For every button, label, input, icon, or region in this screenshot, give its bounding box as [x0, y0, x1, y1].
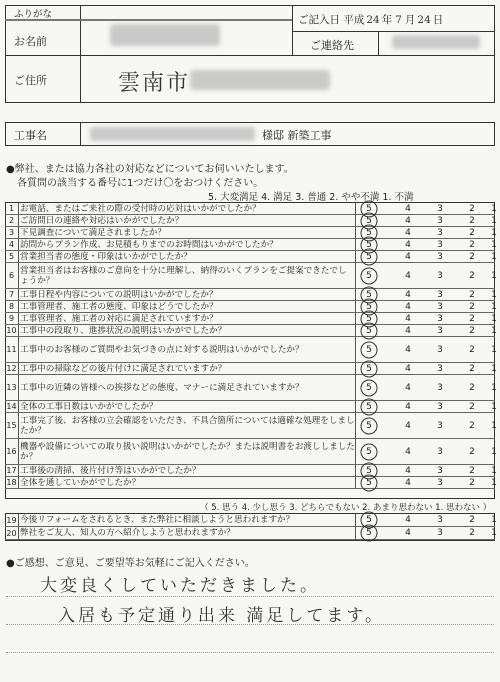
score-option[interactable]: 2	[469, 477, 475, 488]
intro-line1: ●弊社、または協力各社の対応などについてお伺いいたします。	[6, 164, 294, 175]
question-text: 工事日程や内容についての説明はいかがでしたか？	[19, 289, 356, 300]
score-option[interactable]: 5	[366, 465, 372, 476]
score-option[interactable]: 4	[405, 401, 411, 412]
work-label: 工事名	[14, 129, 47, 142]
score-option[interactable]: 5	[366, 227, 372, 238]
scale2-legend: （ 5. 思う 4. 少し思う 3. どちらでもない 2. あまり思わない 1. 思わない ）	[200, 503, 492, 513]
work-redacted	[90, 127, 255, 141]
score-option[interactable]: 3	[437, 528, 443, 538]
score-option[interactable]: 1	[491, 239, 497, 250]
score-option[interactable]: 3	[437, 313, 443, 324]
score-option[interactable]: 3	[437, 325, 443, 336]
question-number: 6	[5, 263, 19, 288]
score-option[interactable]: 5	[366, 251, 372, 262]
question-text: 今後リフォームをされるとき、また弊社に相談しようと思われますか？	[19, 514, 356, 526]
score-option[interactable]: 2	[469, 401, 475, 412]
score-option[interactable]: 1	[491, 401, 497, 412]
question-text: 全体の工事日数はいかがでしたか？	[19, 401, 356, 412]
selected-circle	[361, 379, 378, 396]
question-text: 工事中の掃除などの後片付けに満足されていますか？	[19, 363, 356, 374]
question-number: 13	[5, 375, 19, 400]
score-option[interactable]: 4	[405, 313, 411, 324]
name-label: お名前	[14, 35, 47, 48]
score-option[interactable]: 1	[491, 203, 497, 214]
work-suffix: 様邸 新築工事	[262, 129, 332, 142]
questions-row	[5, 251, 495, 263]
question-number: 5	[5, 251, 19, 262]
question-number: 12	[5, 363, 19, 374]
question-number: 4	[5, 239, 19, 250]
question-number: 14	[5, 401, 19, 412]
question-text: 全体を通していかがでしたか？	[19, 477, 356, 488]
question-number: 1	[5, 203, 19, 214]
score-option[interactable]: 1	[491, 344, 497, 355]
score-option[interactable]: 1	[491, 528, 497, 538]
score-option[interactable]: 2	[469, 239, 475, 250]
question-text: 工事中の段取り、進捗状況の説明はいかがでしたか？	[19, 325, 356, 336]
score-option[interactable]: 2	[469, 270, 475, 281]
score-option[interactable]: 3	[437, 515, 443, 525]
score-option[interactable]: 5	[366, 325, 372, 336]
question-text: 工事中の近隣の皆様への挨拶などの態度、マナーに満足されていますか？	[19, 375, 356, 400]
questions-row	[5, 477, 495, 489]
score-option[interactable]: 3	[437, 344, 443, 355]
question-text: 訪問からプラン作成、お見積もりまでのお時間はいかがでしたか？	[19, 239, 356, 250]
score-option[interactable]: 5	[366, 215, 372, 226]
questions-row	[5, 203, 495, 215]
selected-circle	[361, 267, 378, 284]
score-option[interactable]: 2	[469, 465, 475, 476]
score-option[interactable]: 5	[366, 313, 372, 324]
score-option[interactable]: 5	[366, 420, 372, 431]
score-option[interactable]: 5	[366, 363, 372, 374]
questions-row	[5, 313, 495, 325]
score-option[interactable]: 2	[469, 420, 475, 431]
score-option[interactable]: 4	[405, 344, 411, 355]
contact-label: ご連絡先	[310, 39, 354, 52]
score-option[interactable]: 4	[405, 446, 411, 457]
score-option[interactable]: 3	[437, 446, 443, 457]
intro-line2: 各質問の該当する番号に1つだけ〇をおつけください。	[17, 178, 264, 189]
score-option[interactable]: 1	[491, 446, 497, 457]
comment-line-1: 大変良くしていただきました。	[40, 576, 320, 596]
score-option[interactable]: 1	[491, 227, 497, 238]
score-option[interactable]: 4	[405, 382, 411, 393]
question-text: お電話、またはご来社の際の受付時の応対はいかがでしたか？	[19, 203, 356, 214]
question-number: 2	[5, 215, 19, 226]
score-option[interactable]: 4	[405, 239, 411, 250]
score-option[interactable]: 1	[491, 251, 497, 262]
question-text: 下見調査について満足されましたか？	[19, 227, 356, 238]
question-number: 18	[5, 477, 19, 488]
score-option[interactable]: 1	[491, 313, 497, 324]
questions-row	[5, 375, 495, 401]
selected-circle	[361, 443, 378, 460]
questions-row	[5, 413, 495, 439]
score-option[interactable]: 4	[405, 420, 411, 431]
questions2-row	[5, 527, 495, 540]
score-option[interactable]: 2	[469, 363, 475, 374]
questions-row	[5, 337, 495, 363]
questions-row	[5, 363, 495, 375]
furigana-label: ふりがな	[14, 9, 53, 20]
score-option[interactable]: 3	[437, 382, 443, 393]
score-option[interactable]: 3	[437, 465, 443, 476]
question-text: 営業担当者はお客様のご意向を十分に理解し、納得のいくプランをご提案できたでしょうか？	[19, 263, 356, 288]
address-redacted	[190, 70, 330, 90]
question-number: 20	[5, 527, 19, 539]
questions-row	[5, 263, 495, 289]
question-number: 19	[5, 514, 19, 526]
score-option[interactable]: 3	[437, 401, 443, 412]
score-option[interactable]: 4	[405, 515, 411, 525]
score-option[interactable]: 5	[366, 382, 372, 393]
address-value: 雲南市	[118, 71, 191, 96]
score-option[interactable]: 2	[469, 203, 475, 214]
question-number: 17	[5, 465, 19, 476]
score-option[interactable]: 2	[469, 382, 475, 393]
score-option[interactable]: 2	[469, 301, 475, 312]
score-option[interactable]: 4	[405, 528, 411, 538]
score-option[interactable]: 1	[491, 465, 497, 476]
selected-circle	[361, 341, 378, 358]
question-number: 9	[5, 313, 19, 324]
question-number: 3	[5, 227, 19, 238]
score-option[interactable]: 2	[469, 515, 475, 525]
name-redacted	[110, 24, 220, 46]
score-option[interactable]: 4	[405, 203, 411, 214]
score-option[interactable]: 4	[405, 325, 411, 336]
score-option[interactable]: 1	[491, 382, 497, 393]
score-option[interactable]: 1	[491, 325, 497, 336]
score-option[interactable]: 4	[405, 363, 411, 374]
score-option[interactable]: 1	[491, 477, 497, 488]
question-text: ご訪問日の連絡や対応はいかがでしたか？	[19, 215, 356, 226]
score-option[interactable]: 1	[491, 363, 497, 374]
score-option[interactable]: 2	[469, 227, 475, 238]
question-text: 工事完了後、お客様の立会確認をいただき、不具合箇所については適確な処理をしましたか？	[19, 413, 356, 438]
score-option[interactable]: 1	[491, 301, 497, 312]
selected-circle	[361, 525, 378, 542]
score-option[interactable]: 2	[469, 215, 475, 226]
question-text: 工事中のお客様のご質問やお気づきの点に対する説明はいかがでしたか？	[19, 337, 356, 362]
score-option[interactable]: 4	[405, 477, 411, 488]
question-text: 営業担当者の態度・印象はいかがでしたか？	[19, 251, 356, 262]
score-option[interactable]: 3	[437, 239, 443, 250]
score-option[interactable]: 5	[366, 203, 372, 214]
scale-legend: 5. 大変満足 4. 満足 3. 普通 2. やや不満 1. 不満	[208, 192, 414, 203]
score-option[interactable]: 5	[366, 344, 372, 355]
score-option[interactable]: 5	[366, 301, 372, 312]
score-option[interactable]: 5	[366, 528, 372, 538]
score-option[interactable]: 5	[366, 477, 372, 488]
score-option[interactable]: 3	[437, 289, 443, 300]
score-option[interactable]: 5	[366, 401, 372, 412]
score-option[interactable]: 5	[366, 270, 372, 281]
questions-row	[5, 439, 495, 465]
address-label: ご住所	[14, 74, 47, 87]
score-option[interactable]: 4	[405, 301, 411, 312]
selected-circle	[361, 474, 378, 491]
question-number: 8	[5, 301, 19, 312]
question-text: 工事管理者、施工者の対応に満足されていますか？	[19, 313, 356, 324]
score-option[interactable]: 5	[366, 515, 372, 525]
score-option[interactable]: 2	[469, 313, 475, 324]
question-number: 10	[5, 325, 19, 336]
selected-circle	[361, 417, 378, 434]
score-option[interactable]: 4	[405, 465, 411, 476]
date-label: ご記入日 平成 24 年 7 月 24 日	[298, 14, 444, 26]
score-option[interactable]: 3	[437, 363, 443, 374]
questions-row	[5, 289, 495, 301]
score-option[interactable]: 3	[437, 420, 443, 431]
question-number: 7	[5, 289, 19, 300]
score-option[interactable]: 2	[469, 289, 475, 300]
question-number: 11	[5, 337, 19, 362]
questions-row	[5, 239, 495, 251]
questions-row	[5, 215, 495, 227]
contact-redacted	[392, 35, 480, 49]
questions2-row	[5, 514, 495, 527]
score-option[interactable]: 4	[405, 270, 411, 281]
comment-prompt: ●ご感想、ご意見、ご要望等お気軽にご記入ください。	[6, 558, 255, 569]
question-text: 工事後の清掃、後片付け等はいかがでしたか？	[19, 465, 356, 476]
score-option[interactable]: 4	[405, 289, 411, 300]
score-option[interactable]: 1	[491, 289, 497, 300]
question-number: 15	[5, 413, 19, 438]
score-option[interactable]: 1	[491, 270, 497, 281]
score-option[interactable]: 5	[366, 446, 372, 457]
score-option[interactable]: 5	[366, 289, 372, 300]
score-option[interactable]: 2	[469, 325, 475, 336]
score-option[interactable]: 3	[437, 301, 443, 312]
score-option[interactable]: 3	[437, 227, 443, 238]
questions-row	[5, 227, 495, 239]
score-option[interactable]: 2	[469, 251, 475, 262]
questions-row	[5, 325, 495, 337]
score-option[interactable]: 3	[437, 270, 443, 281]
score-option[interactable]: 1	[491, 215, 497, 226]
questions-row	[5, 301, 495, 313]
question-text: 弊社をご友人、知人の方へ紹介しようと思われますか？	[19, 527, 356, 539]
score-option[interactable]: 1	[491, 515, 497, 525]
score-option[interactable]: 2	[469, 446, 475, 457]
score-option[interactable]: 2	[469, 528, 475, 538]
score-option[interactable]: 3	[437, 203, 443, 214]
question-text: 工事管理者、施工者の態度、印象はどうでしたか？	[19, 301, 356, 312]
score-option[interactable]: 2	[469, 344, 475, 355]
comment-line-2: 入居も予定通り出来 満足してます。	[58, 606, 386, 626]
score-option[interactable]: 3	[437, 477, 443, 488]
score-option[interactable]: 4	[405, 215, 411, 226]
score-option[interactable]: 1	[491, 420, 497, 431]
score-option[interactable]: 5	[366, 239, 372, 250]
score-option[interactable]: 3	[437, 251, 443, 262]
score-option[interactable]: 4	[405, 227, 411, 238]
score-option[interactable]: 3	[437, 215, 443, 226]
question-number: 16	[5, 439, 19, 464]
score-option[interactable]: 4	[405, 251, 411, 262]
question-text: 機器や設備についての取り扱い説明はいかがでしたか？または説明書をお渡ししましたか？	[19, 439, 356, 464]
questions-row	[5, 401, 495, 413]
questions-row	[5, 465, 495, 477]
